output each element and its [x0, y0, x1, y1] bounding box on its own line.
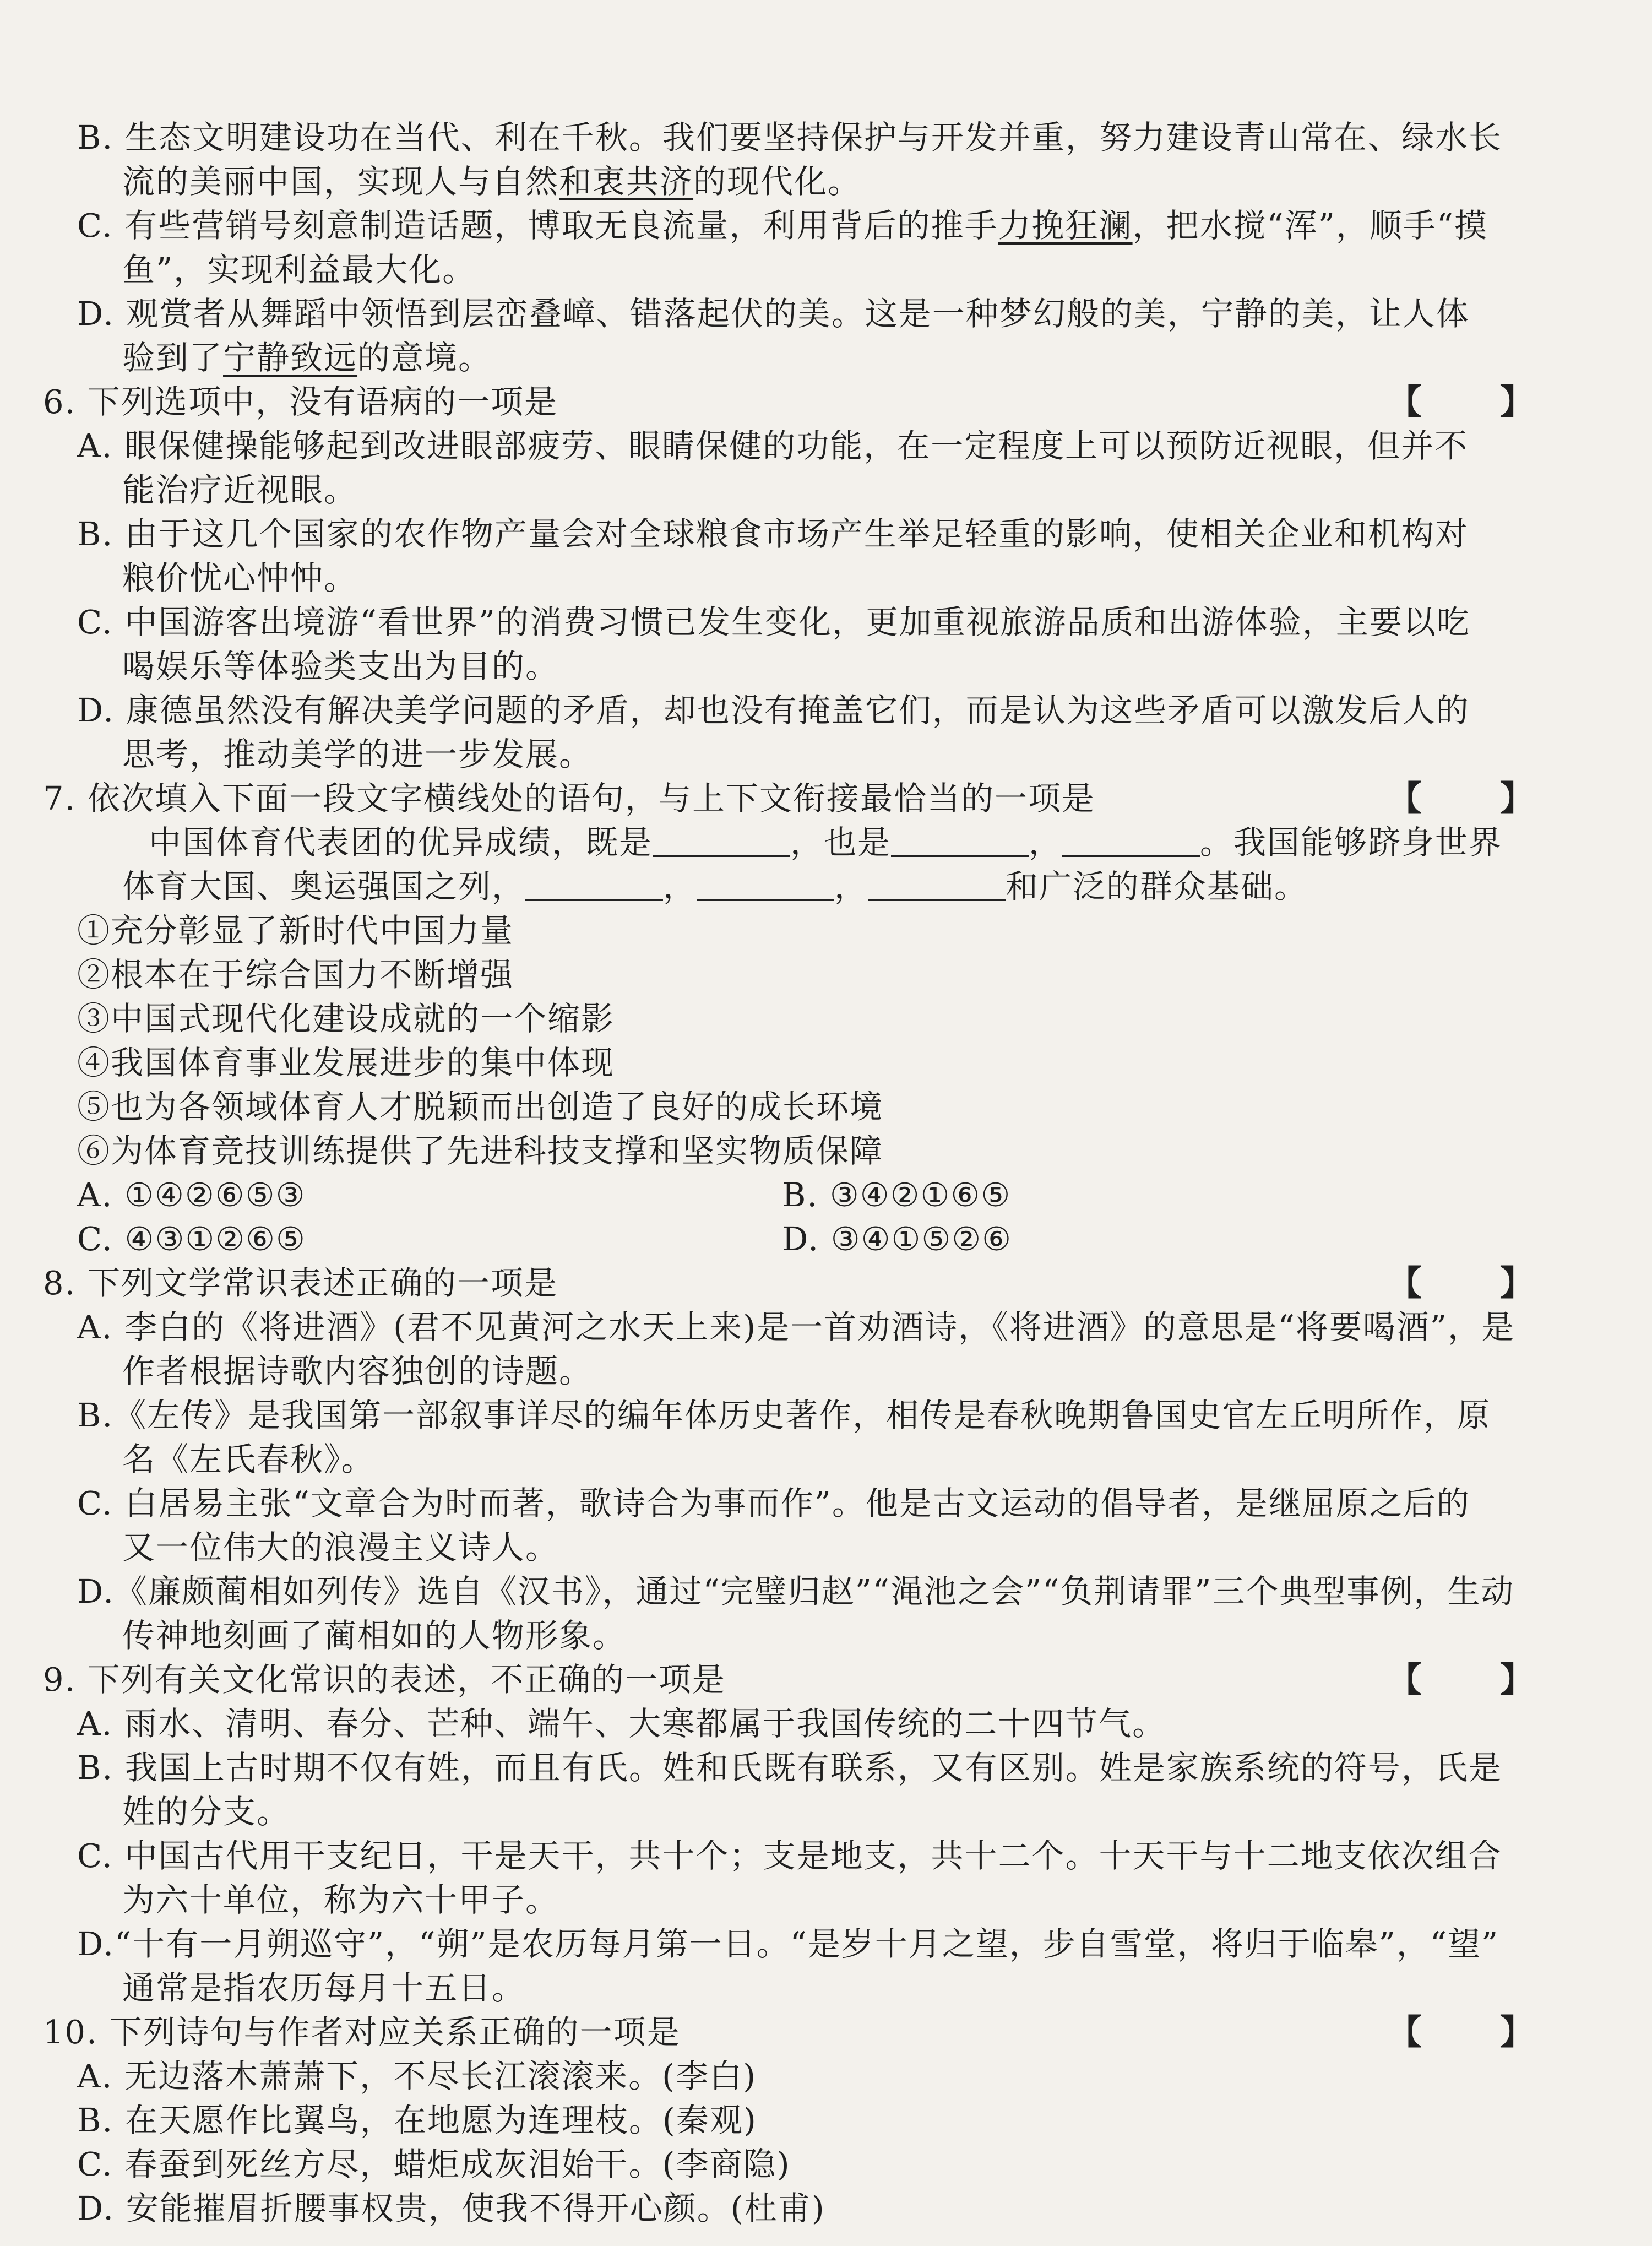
q8-option-d-line2: 传神地刻画了蔺相如的人物形象。 — [122, 1616, 627, 1654]
q9-option-c-line2: 为六十单位，称为六十甲子。 — [122, 1881, 559, 1919]
q8-stem: 8. 下列文学常识表述正确的一项是 — [43, 1264, 558, 1302]
q7-item-3: ③中国式现代化建设成就的一个缩影 — [77, 1000, 615, 1038]
q6-option-d-line1: D. 康德虽然没有解决美学问题的矛盾，却也没有掩盖它们，而是认为这些矛盾可以激发后人的 — [77, 691, 1470, 729]
q10-option-b: B. 在天愿作比翼鸟，在地愿为连理枝。(秦观) — [77, 2101, 757, 2139]
q5-option-d-line1: D. 观赏者从舞蹈中领悟到层峦叠嶂、错落起伏的美。这是一种梦幻般的美，宁静的美，让人体 — [77, 295, 1470, 333]
q6-option-c-line2: 喝娱乐等体验类支出为目的。 — [122, 647, 559, 685]
q7-option-c: C. ④③①②⑥⑤ — [77, 1220, 306, 1258]
q10-stem: 10. 下列诗句与作者对应关系正确的一项是 — [43, 2013, 681, 2051]
q8-answer-bracket[interactable]: 【 】 — [1388, 1263, 1567, 1303]
q7-item-5: ⑤也为各领域体育人才脱颖而出创造了良好的成长环境 — [77, 1088, 884, 1126]
q10-option-c: C. 春蚕到死丝方尽，蜡炬成灰泪始干。(李商隐) — [77, 2145, 791, 2183]
q6-option-b-line2: 粮价忧心忡忡。 — [122, 559, 358, 597]
q7-option-a: A. ①④②⑥⑤③ — [77, 1176, 306, 1214]
q10-answer-bracket[interactable]: 【 】 — [1388, 2012, 1567, 2052]
q6-option-a-line1: A. 眼保健操能够起到改进眼部疲劳、眼睛保健的功能，在一定程度上可以预防近视眼，但并不 — [77, 427, 1469, 465]
q5-underlined-idiom-d: 宁静致远 — [223, 339, 358, 377]
q7-blank-3[interactable] — [1062, 822, 1200, 857]
q8-option-a-line2: 作者根据诗歌内容独创的诗题。 — [122, 1352, 593, 1390]
q7-option-b: B. ③④②①⑥⑤ — [782, 1176, 1012, 1214]
q6-option-d-line2: 思考，推动美学的进一步发展。 — [122, 735, 593, 773]
q7-blank-1[interactable] — [653, 822, 790, 857]
q5-option-b-line2: 流的美丽中国，实现人与自然和衷共济的现代化。 — [122, 162, 862, 200]
q8-option-b-line2: 名《左氏春秋》。 — [122, 1440, 375, 1478]
q7-passage-line2: 体育大国、奥运强国之列， ， ， 和广泛的群众基础。 — [122, 865, 1308, 909]
q9-option-b-line1: B. 我国上古时期不仅有姓，而且有氏。姓和氏既有联系，又有区别。姓是家族系统的符号，氏是 — [77, 1749, 1502, 1787]
q9-stem: 9. 下列有关文化常识的表述，不正确的一项是 — [43, 1661, 726, 1699]
q7-item-2: ②根本在于综合国力不断增强 — [77, 956, 514, 994]
q8-option-a-line1: A. 李白的《将进酒》(君不见黄河之水天上来)是一首劝酒诗，《将进酒》的意思是“将要喝酒”，是 — [77, 1308, 1515, 1346]
q9-option-d-line1: D.“十有一月朔巡守”，“朔”是农历每月第一日。“是岁十月之望，步自雪堂，将归于临皋”，“望” — [77, 1925, 1499, 1963]
q7-option-d: D. ③④①⑤②⑥ — [782, 1220, 1013, 1258]
q7-stem: 7. 依次填入下面一段文字横线处的语句，与上下文衔接最恰当的一项是 — [43, 779, 1096, 817]
q5-option-b-line1: B. 生态文明建设功在当代、利在千秋。我们要坚持保护与开发并重，努力建设青山常在、绿水长 — [77, 118, 1502, 156]
q6-option-b-line1: B. 由于这几个国家的农作物产量会对全球粮食市场产生举足轻重的影响，使相关企业和机构对 — [77, 515, 1469, 553]
q9-option-c-line1: C. 中国古代用干支纪日，干是天干，共十个；支是地支，共十二个。十天干与十二地支依次组合 — [77, 1837, 1502, 1875]
q8-option-b-line1: B.《左传》是我国第一部叙事详尽的编年体历史著作，相传是春秋晚期鲁国史官左丘明所作，原 — [77, 1396, 1491, 1434]
q6-option-c-line1: C. 中国游客出境游“看世界”的消费习惯已发生变化，更加重视旅游品质和出游体验，主要以吃 — [77, 603, 1470, 641]
q7-blank-2[interactable] — [891, 822, 1029, 857]
q7-item-6: ⑥为体育竞技训练提供了先进科技支撑和坚实物质保障 — [77, 1132, 884, 1170]
q7-passage-line1: 中国体育代表团的优异成绩，既是 ，也是 ， 。我国能够跻身世界 — [149, 821, 1502, 865]
q5-underlined-idiom-c: 力挽狂澜 — [998, 207, 1133, 245]
q9-option-a: A. 雨水、清明、春分、芒种、端午、大寒都属于我国传统的二十四节气。 — [77, 1705, 1166, 1743]
q7-blank-5[interactable] — [697, 866, 834, 901]
q7-answer-bracket[interactable]: 【 】 — [1388, 778, 1567, 818]
q5-option-c-line1: C. 有些营销号刻意制造话题，博取无良流量，利用背后的推手力挽狂澜，把水搅“浑”，顺手“摸 — [77, 207, 1488, 245]
q6-option-a-line2: 能治疗近视眼。 — [122, 471, 358, 509]
q8-option-d-line1: D.《廉颇蔺相如列传》选自《汉书》，通过“完璧归赵”“渑池之会”“负荆请罪”三个典型事例，生动 — [77, 1572, 1515, 1610]
q8-option-c-line2: 又一位伟大的浪漫主义诗人。 — [122, 1528, 559, 1566]
q9-option-d-line2: 通常是指农历每月十五日。 — [122, 1969, 526, 2007]
q10-option-d: D. 安能摧眉折腰事权贵，使我不得开心颜。(杜甫) — [77, 2189, 825, 2227]
q7-blank-4[interactable] — [525, 866, 663, 901]
q9-answer-bracket[interactable]: 【 】 — [1388, 1659, 1567, 1700]
q5-underlined-idiom-b: 和衷共济 — [559, 162, 694, 200]
q6-stem: 6. 下列选项中，没有语病的一项是 — [43, 383, 558, 421]
q7-item-1: ①充分彰显了新时代中国力量 — [77, 912, 514, 950]
q10-option-a: A. 无边落木萧萧下，不尽长江滚滚来。(李白) — [77, 2057, 757, 2095]
q9-option-b-line2: 姓的分支。 — [122, 1793, 291, 1831]
q5-option-c-line2: 鱼”，实现利益最大化。 — [122, 251, 476, 289]
q7-blank-6[interactable] — [868, 866, 1006, 901]
q6-answer-bracket[interactable]: 【 】 — [1388, 382, 1567, 422]
q7-item-4: ④我国体育事业发展进步的集中体现 — [77, 1044, 615, 1082]
q8-option-c-line1: C. 白居易主张“文章合为时而著，歌诗合为事而作”。他是古文运动的倡导者，是继屈原之后的 — [77, 1484, 1470, 1522]
q5-option-d-line2: 验到了宁静致远的意境。 — [122, 339, 492, 377]
